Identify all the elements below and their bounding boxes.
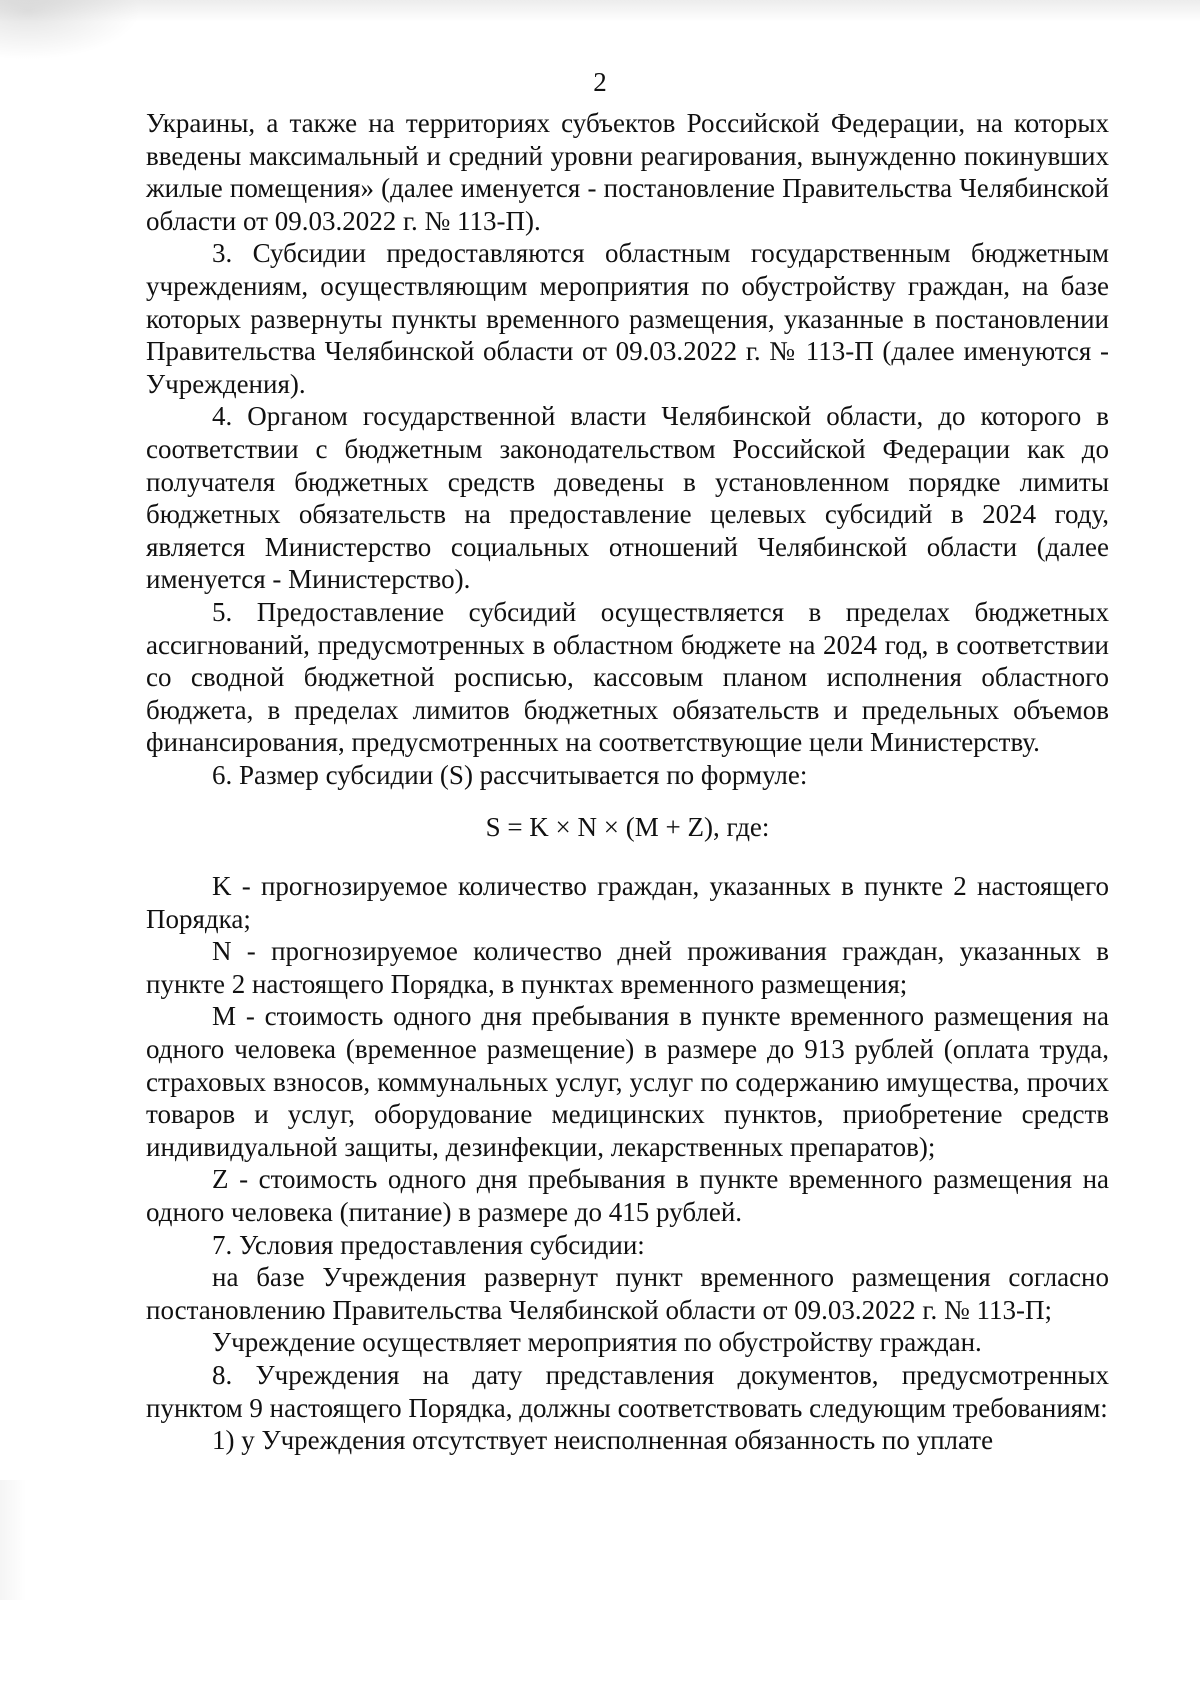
paragraph-item-7: 7. Условия предоставления субсидии: xyxy=(212,1229,645,1260)
paragraph-item-3: 3. Субсидии предоставляются областным государственным бюджетным учреждениям, осуществляющим мероприятия по обустройству граждан, на базе которых развернуты пункты временного размещения, указанные в постановлении Правительства Челябинской области от 09.03.2022 г. № 113-П (далее именуются - Учреждения). xyxy=(146,238,1109,399)
scan-smudge-artifact xyxy=(0,0,140,60)
formula-variable-k: K - прогнозируемое количество граждан, указанных в пункте 2 настоящего Порядка; xyxy=(146,871,1109,934)
paragraph-item-6: 6. Размер субсидии (S) рассчитывается по формуле: xyxy=(212,759,808,790)
subsidy-formula: S = K × N × (M + Z), где: xyxy=(485,812,770,843)
formula-variable-z: Z - стоимость одного дня пребывания в пункте временного размещения на одного человека (питание) в размере до 415 рублей. xyxy=(146,1164,1109,1227)
paragraph-item-4: 4. Органом государственной власти Челябинской области, до которого в соответствии с бюджетным законодательством Российской Федерации как до получателя бюджетных средств доведены в установленном порядке лимиты бюджетных обязательств на предоставление целевых субсидий в 2024 году, является Министерство социальных отношений Челябинской области (далее именуется - Министерство). xyxy=(146,401,1109,595)
requirement-1: 1) у Учреждения отсутствует неисполненная обязанность по уплате xyxy=(212,1425,994,1456)
formula-variable-m: M - стоимость одного дня пребывания в пункте временного размещения на одного человека (временное размещение) в размере до 913 рублей (оплата труда, страховых взносов, коммунальных услуг, услуг по содержанию имущества, прочих товаров и услуг, оборудование медицинских пунктов, приобретение средств индивидуальной защиты, дезинфекции, лекарственных препаратов); xyxy=(146,1001,1109,1162)
page-number: 2 xyxy=(593,67,607,97)
scan-edge-artifact-left xyxy=(0,1480,26,1600)
document-body xyxy=(146,107,1109,1457)
condition-2: Учреждение осуществляет мероприятия по обустройству граждан. xyxy=(212,1327,982,1358)
paragraph-item-8: 8. Учреждения на дату представления документов, предусмотренных пунктом 9 настоящего Порядка, должны соответствовать следующим требованиям: xyxy=(146,1359,1109,1423)
paragraph-continuation: Украины, а также на территориях субъектов Российской Федерации, на которых введены максимальный и средний уровни реагирования, вынужденно покинувших жилые помещения» (далее именуется - постановление Правительства Челябинской области от 09.03.2022 г. № 113-П). xyxy=(146,108,1109,236)
paragraph-item-5: 5. Предоставление субсидий осуществляется в пределах бюджетных ассигнований, предусмотренных в областном бюджете на 2024 год, в соответствии со сводной бюджетной росписью, кассовым планом исполнения областного бюджета, в пределах лимитов бюджетных обязательств и предельных объемов финансирования, предусмотренных на соответствующие цели Министерству. xyxy=(146,596,1109,758)
scan-edge-artifact xyxy=(0,0,1200,22)
formula-variable-n: N - прогнозируемое количество дней проживания граждан, указанных в пункте 2 настоящего Порядка, в пунктах временного размещения; xyxy=(146,936,1109,999)
condition-1: на базе Учреждения развернут пункт временного размещения согласно постановлению Правительства Челябинской области от 09.03.2022 г. № 113-П; xyxy=(146,1262,1109,1325)
